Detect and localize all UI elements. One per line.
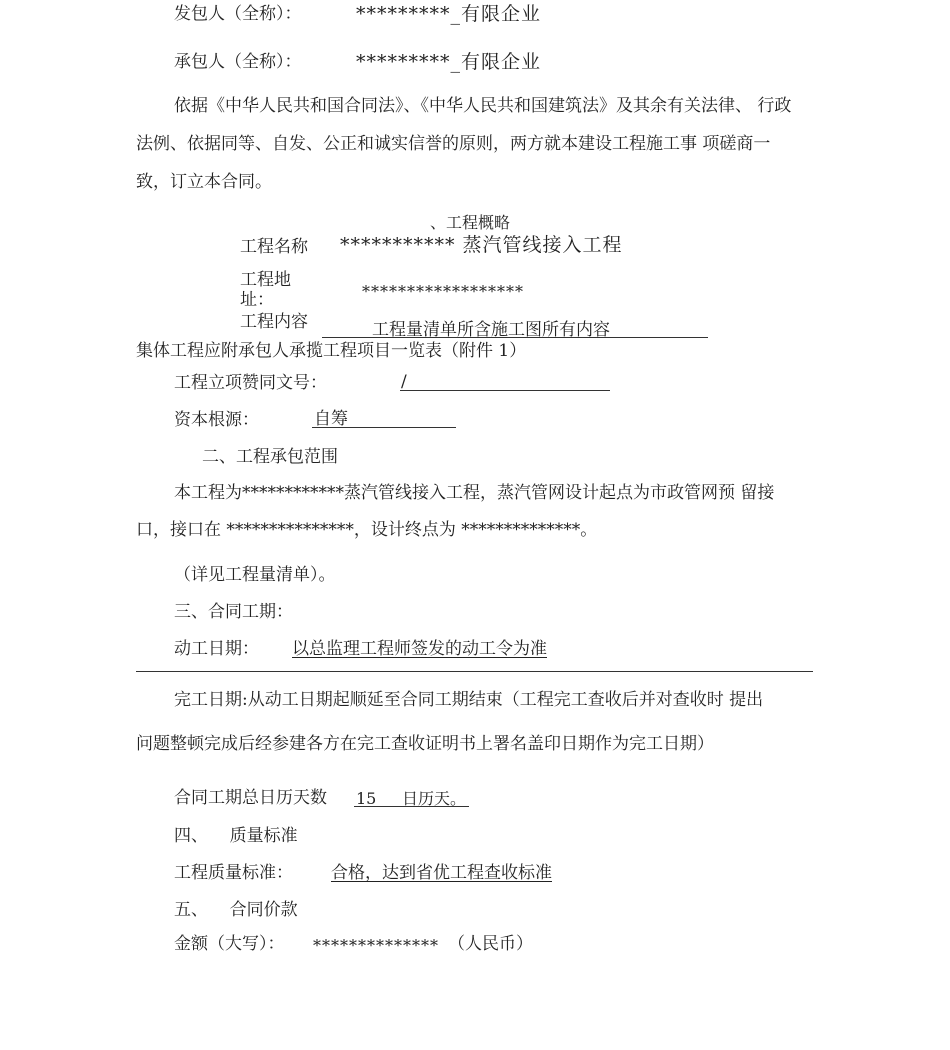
- funding-source-label: 资本根源：: [174, 410, 259, 430]
- approval-number-value: /: [401, 372, 407, 392]
- intro-line-3: 致，订立本合同。: [136, 172, 272, 192]
- section-1-heading: 、工程概略: [430, 213, 511, 232]
- project-content-underline: [322, 337, 708, 338]
- section-divider: [136, 671, 813, 672]
- project-address-label-2: 址：: [240, 290, 274, 310]
- project-content-value: 工程量清单所含施工图所有内容: [372, 320, 610, 340]
- section-4-heading: 四、 质量标准: [174, 826, 298, 846]
- quality-standard-value: 合格，达到省优工程查收标准: [331, 863, 552, 883]
- project-address-label-1: 工程地: [240, 270, 291, 290]
- amount-label: 金额（大写）：: [174, 934, 285, 954]
- contractor-label: 承包人（全称）：: [174, 52, 302, 72]
- scope-line-1: 本工程为************蒸汽管线接入工程，蒸汽管网设计起点为市政管网预 留接: [174, 483, 775, 503]
- approval-number-underline: [400, 390, 610, 391]
- project-content-label: 工程内容: [240, 312, 308, 332]
- start-date-value: 以总监理工程师签发的动工令为准: [292, 639, 547, 659]
- employer-label: 发包人（全称）：: [174, 4, 302, 24]
- project-name-label: 工程名称: [240, 237, 308, 257]
- scope-line-2: 口，接口在 ***************，设计终点为 **************。: [136, 520, 598, 540]
- intro-line-1: 依据《中华人民共和国合同法》、《中华人民共和国建筑法》及其余有关法律、 行政: [174, 96, 792, 116]
- funding-source-value: 自筹: [314, 409, 348, 429]
- intro-line-2: 法例、依据同等、自发、公正和诚实信誉的原则，两方就本建设工程施工事 项磋商一: [136, 134, 771, 154]
- funding-source-underline: [312, 427, 456, 428]
- approval-number-label: 工程立项赞同文号：: [174, 373, 327, 393]
- completion-line-1: 完工日期:从动工日期起顺延至合同工期结束（工程完工查收后并对查收时 提出: [174, 690, 764, 710]
- project-name-value: *********** 蒸汽管线接入工程: [340, 234, 623, 256]
- amount-currency: （人民币）: [448, 934, 533, 954]
- scope-detail-note: （详见工程量清单）。: [174, 565, 336, 585]
- total-days-unit: 日历天。: [402, 789, 467, 808]
- contractor-value: *********_有限企业: [356, 51, 542, 73]
- completion-line-2: 问题整顿完成后经参建各方在完工查收证明书上署名盖印日期作为完工日期）: [136, 734, 714, 754]
- total-days-underline: [354, 806, 469, 807]
- project-address-value: ******************: [362, 282, 524, 301]
- group-project-note: 集体工程应附承包人承揽工程项目一览表（附件 1）: [136, 341, 527, 361]
- section-2-heading: 二、工程承包范围: [202, 447, 338, 467]
- start-date-label: 动工日期：: [174, 639, 259, 659]
- section-5-heading: 五、 合同价款: [174, 900, 298, 920]
- section-3-heading: 三、合同工期：: [174, 602, 293, 622]
- employer-value: *********_有限企业: [356, 3, 542, 25]
- total-days-value: 15: [356, 789, 377, 808]
- amount-value: **************: [313, 936, 439, 955]
- total-days-label: 合同工期总日历天数: [174, 788, 327, 808]
- quality-standard-label: 工程质量标准：: [174, 863, 293, 883]
